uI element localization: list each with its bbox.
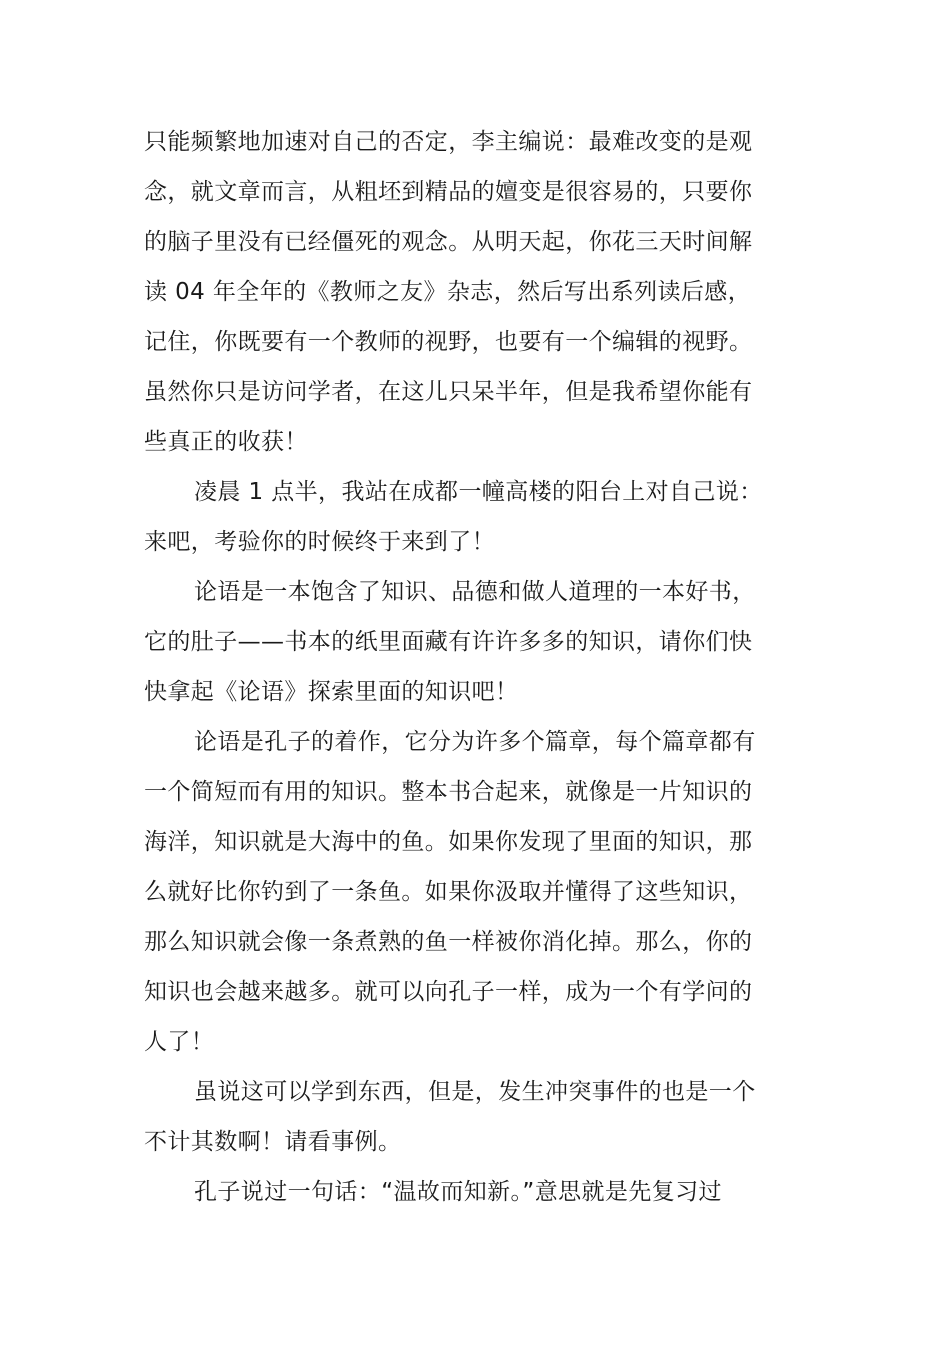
text-line: 读 04 年全年的《教师之友》杂志，然后写出系列读后感， xyxy=(144,279,752,305)
text-line: 么就好比你钓到了一条鱼。如果你汲取并懂得了这些知识， xyxy=(144,879,753,905)
text-line: 来吧，考验你的时候终于来到了！ xyxy=(144,529,495,555)
text-line: 海洋，知识就是大海中的鱼。如果你发现了里面的知识，那 xyxy=(144,829,753,855)
text-line: 一个简短而有用的知识。整本书合起来，就像是一片知识的 xyxy=(144,779,753,805)
text-line: 虽然你只是访问学者，在这儿只呆半年，但是我希望你能有 xyxy=(144,379,753,405)
paragraph-first-line: 孔子说过一句话：“温故而知新。”意思就是先复习过 xyxy=(194,1179,722,1205)
text-line: 知识也会越来越多。就可以向孔子一样，成为一个有学问的 xyxy=(144,979,753,1005)
text-line: 人了！ xyxy=(144,1029,215,1055)
text-line: 念，就文章而言，从粗坯到精品的嬗变是很容易的，只要你 xyxy=(144,179,753,205)
paragraph-first-line: 凌晨 1 点半，我站在成都一幢高楼的阳台上对自己说： xyxy=(194,479,763,505)
paragraph-first-line: 论语是孔子的着作，它分为许多个篇章，每个篇章都有 xyxy=(194,729,756,755)
text-line: 记住，你既要有一个教师的视野，也要有一个编辑的视野。 xyxy=(144,329,753,355)
text-line: 些真正的收获！ xyxy=(144,429,308,455)
text-line: 的脑子里没有已经僵死的观念。从明天起，你花三天时间解 xyxy=(144,229,753,255)
text-line: 只能频繁地加速对自己的否定，李主编说：最难改变的是观 xyxy=(144,129,753,155)
text-line: 那么知识就会像一条煮熟的鱼一样被你消化掉。那么，你的 xyxy=(144,929,753,955)
paragraph-first-line: 虽说这可以学到东西，但是，发生冲突事件的也是一个 xyxy=(194,1079,756,1105)
paragraph-first-line: 论语是一本饱含了知识、品德和做人道理的一本好书， xyxy=(194,579,756,605)
text-line: 它的肚子——书本的纸里面藏有许许多多的知识，请你们快 xyxy=(144,629,753,655)
text-line: 不计其数啊！请看事例。 xyxy=(144,1129,402,1155)
text-line: 快拿起《论语》探索里面的知识吧！ xyxy=(144,679,519,705)
